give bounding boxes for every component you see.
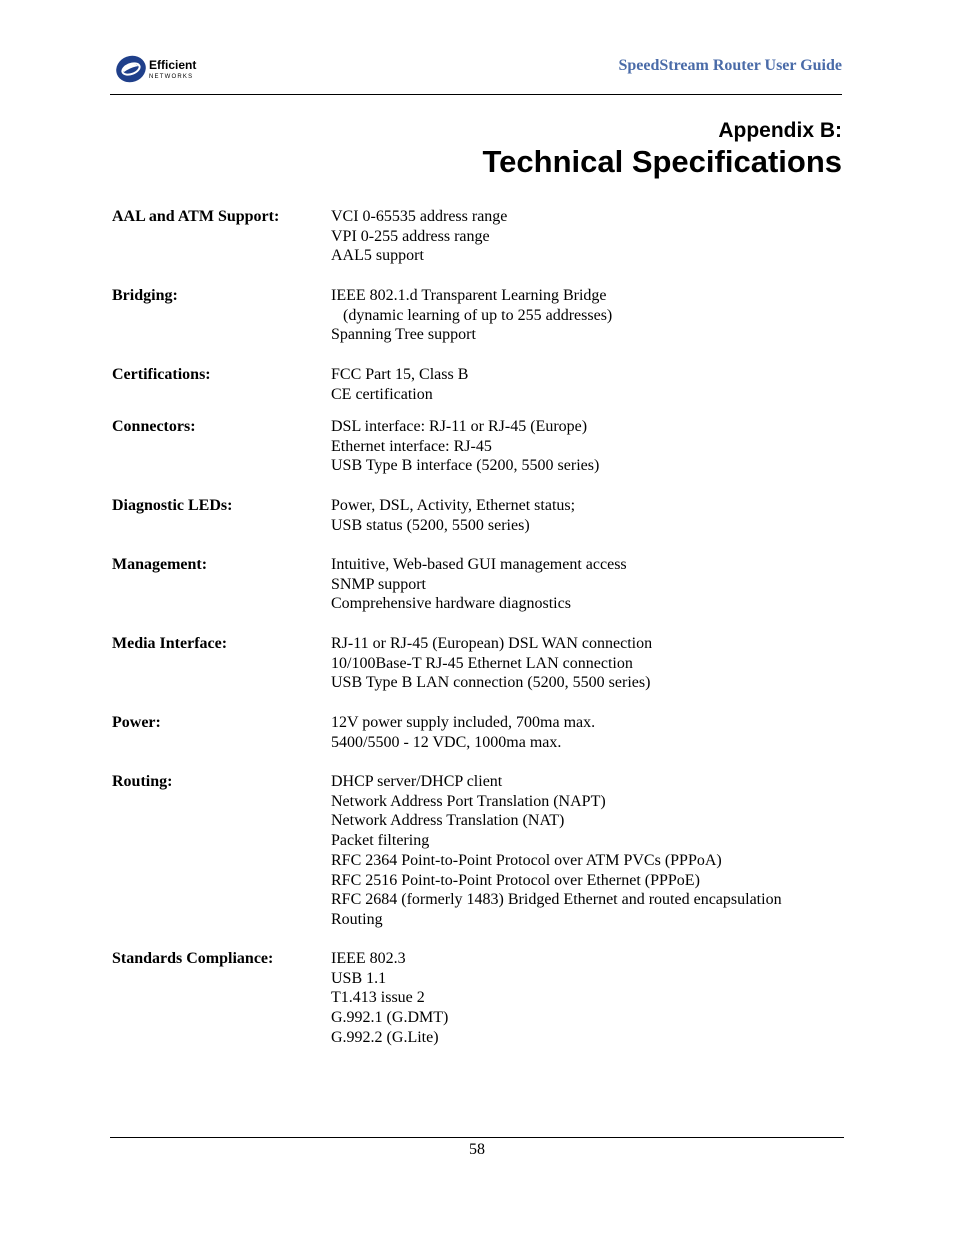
spec-value: RFC 2684 (formerly 1483) Bridged Ethernet and routed encapsulation — [331, 891, 782, 909]
spec-value: DHCP server/DHCP client — [331, 773, 503, 790]
spec-values — [331, 949, 851, 1048]
spec-value: USB Type B LAN connection (5200, 5500 series) — [331, 674, 651, 692]
spec-value: VPI 0-255 address range — [331, 227, 490, 245]
chapter-subtitle: Appendix B: — [718, 119, 842, 142]
spec-value: Power, DSL, Activity, Ethernet status; — [331, 497, 576, 514]
spec-value: Routing — [331, 910, 383, 928]
logo-subtext: NETWORKS — [149, 74, 194, 80]
spec-value: USB status (5200, 5500 series) — [331, 516, 530, 534]
spec-value: Packet filtering — [331, 832, 430, 850]
spec-value: RFC 2364 Point-to-Point Protocol over ATM PVCs (PPPoA) — [331, 851, 722, 869]
spec-values — [331, 634, 851, 693]
chapter-title: Technical Specifications — [482, 144, 842, 179]
spec-value: 12V power supply included, 700ma max. — [331, 714, 596, 731]
spec-label: Media Interface: — [112, 635, 228, 652]
spec-value: RFC 2516 Point-to-Point Protocol over Ethernet (PPPoE) — [331, 871, 700, 889]
spec-value: T1.413 issue 2 — [331, 989, 425, 1007]
spec-label: Diagnostic LEDs: — [112, 497, 233, 514]
spec-value: USB 1.1 — [331, 969, 387, 987]
spec-value: RJ-11 or RJ-45 (European) DSL WAN connection — [331, 635, 653, 652]
spec-values — [331, 713, 851, 752]
logo-wordmark: Efficient — [149, 58, 197, 72]
spec-value: G.992.1 (G.DMT) — [331, 1009, 449, 1027]
spec-value: Network Address Port Translation (NAPT) — [331, 792, 606, 810]
spec-label: Connectors: — [112, 418, 196, 435]
spec-value: VCI 0-65535 address range — [331, 208, 508, 225]
spec-values — [331, 555, 851, 614]
spec-value: FCC Part 15, Class B — [331, 366, 469, 383]
page-number: 58 — [469, 1141, 485, 1158]
page-footer — [110, 1137, 844, 1158]
spec-values — [331, 365, 851, 404]
spec-values — [331, 417, 851, 476]
spec-value: DSL interface: RJ-11 or RJ-45 (Europe) — [331, 418, 588, 435]
document-title: SpeedStream Router User Guide — [618, 57, 842, 74]
spec-values — [331, 286, 851, 345]
spec-label: AAL and ATM Support: — [112, 208, 280, 225]
efficient-networks-logo — [114, 52, 214, 84]
spec-value: IEEE 802.3 — [331, 950, 406, 967]
spec-label: Standards Compliance: — [112, 950, 274, 967]
spec-label: Power: — [112, 714, 161, 731]
spec-value: Spanning Tree support — [331, 326, 476, 344]
spec-value: (dynamic learning of up to 255 addresses) — [331, 306, 613, 324]
spec-values — [331, 496, 851, 535]
spec-values — [331, 207, 851, 266]
spec-value: IEEE 802.1.d Transparent Learning Bridge — [331, 287, 607, 304]
spec-value: Intuitive, Web-based GUI management access — [331, 556, 627, 573]
spec-value: 10/100Base-T RJ-45 Ethernet LAN connection — [331, 654, 633, 672]
spec-label: Bridging: — [112, 287, 178, 304]
spec-label: Management: — [112, 556, 208, 573]
spec-label: Certifications: — [112, 366, 211, 383]
spec-value: USB Type B interface (5200, 5500 series) — [331, 457, 600, 475]
spec-value: Comprehensive hardware diagnostics — [331, 595, 571, 613]
spec-value: SNMP support — [331, 575, 426, 593]
page-header — [110, 50, 842, 95]
spec-value: AAL5 support — [331, 247, 424, 265]
chapter-heading — [483, 118, 842, 180]
spec-label: Routing: — [112, 773, 173, 790]
spec-values — [331, 772, 851, 930]
spec-value: CE certification — [331, 385, 433, 403]
spec-value: Network Address Translation (NAT) — [331, 812, 565, 830]
spec-value: Ethernet interface: RJ-45 — [331, 437, 492, 455]
spec-value: 5400/5500 - 12 VDC, 1000ma max. — [331, 733, 562, 751]
spec-value: G.992.2 (G.Lite) — [331, 1028, 439, 1046]
